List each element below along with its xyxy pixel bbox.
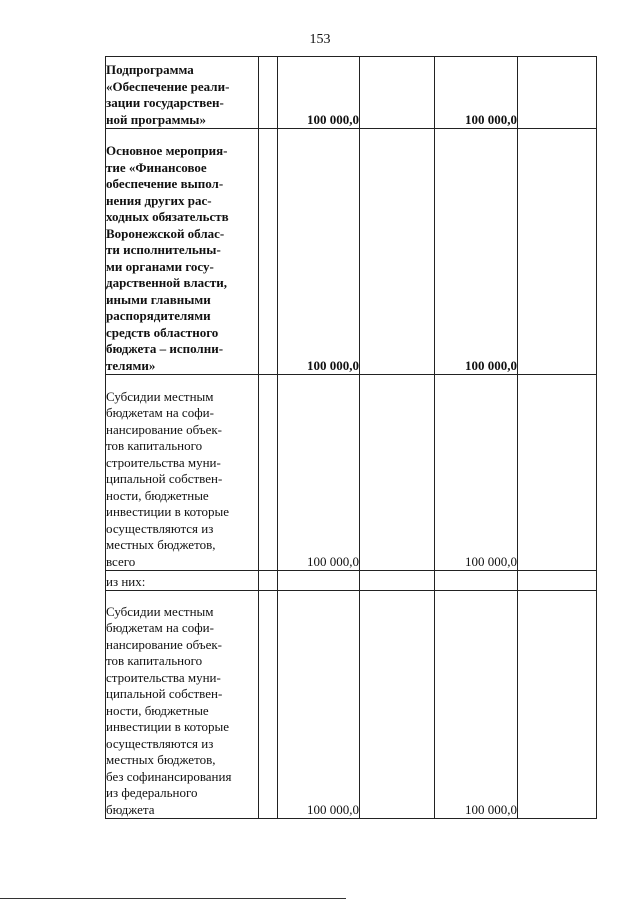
empty-cell <box>259 129 278 375</box>
table-row <box>106 129 597 375</box>
empty-cell <box>259 591 278 819</box>
amount-cell <box>435 571 518 591</box>
row-label-cell <box>106 129 259 375</box>
empty-cell <box>518 571 597 591</box>
empty-cell <box>518 129 597 375</box>
empty-cell <box>518 591 597 819</box>
amount-cell: 100 000,0 <box>435 129 518 375</box>
empty-cell <box>259 375 278 571</box>
row-label: Субсидии местным бюджетам на софи- нансирование объек- тов капитального строительства муни- ципальной собствен- ности, бюджетные инвестиции в которые осуществляются из местных бюджетов, всего <box>106 388 229 569</box>
empty-cell <box>259 57 278 129</box>
row-label-cell <box>106 571 259 591</box>
row-label-cell <box>106 591 259 819</box>
table-row <box>106 591 597 819</box>
empty-cell <box>360 571 435 591</box>
footer-divider <box>0 898 346 899</box>
row-label-cell <box>106 57 259 129</box>
empty-cell <box>518 57 597 129</box>
amount-cell: 100 000,0 <box>278 129 360 375</box>
amount-cell: 100 000,0 <box>278 57 360 129</box>
empty-cell <box>259 571 278 591</box>
row-label: из них: <box>106 573 146 589</box>
table-row <box>106 57 597 129</box>
empty-cell <box>518 375 597 571</box>
table-row <box>106 571 597 591</box>
amount-cell <box>278 571 360 591</box>
amount-cell: 100 000,0 <box>435 591 518 819</box>
empty-cell <box>360 129 435 375</box>
row-label-cell <box>106 375 259 571</box>
empty-cell <box>360 57 435 129</box>
budget-table <box>105 56 597 819</box>
amount-cell: 100 000,0 <box>278 591 360 819</box>
amount-cell: 100 000,0 <box>435 375 518 571</box>
row-label: Субсидии местным бюджетам на софи- нансирование объек- тов капитального строительства муни- ципальной собствен- ности, бюджетные инвестиции в которые осуществляются из местных бюджетов, без софинансирования из федерального бюджета <box>106 603 232 817</box>
amount-cell: 100 000,0 <box>278 375 360 571</box>
row-label: Подпрограмма «Обеспечение реали- зации государствен- ной программы» <box>106 62 230 127</box>
amount-cell: 100 000,0 <box>435 57 518 129</box>
page-number: 153 <box>309 32 331 47</box>
row-label: Основное мероприя- тие «Финансовое обеспечение выпол- нения других рас- ходных обязательств Воронежской облас- ти исполнительны- ми органами госу- дарственной власти, иными главными распорядителями средств областного бюджета – исполни- телями» <box>106 143 229 373</box>
empty-cell <box>360 375 435 571</box>
empty-cell <box>360 591 435 819</box>
table-row <box>106 375 597 571</box>
